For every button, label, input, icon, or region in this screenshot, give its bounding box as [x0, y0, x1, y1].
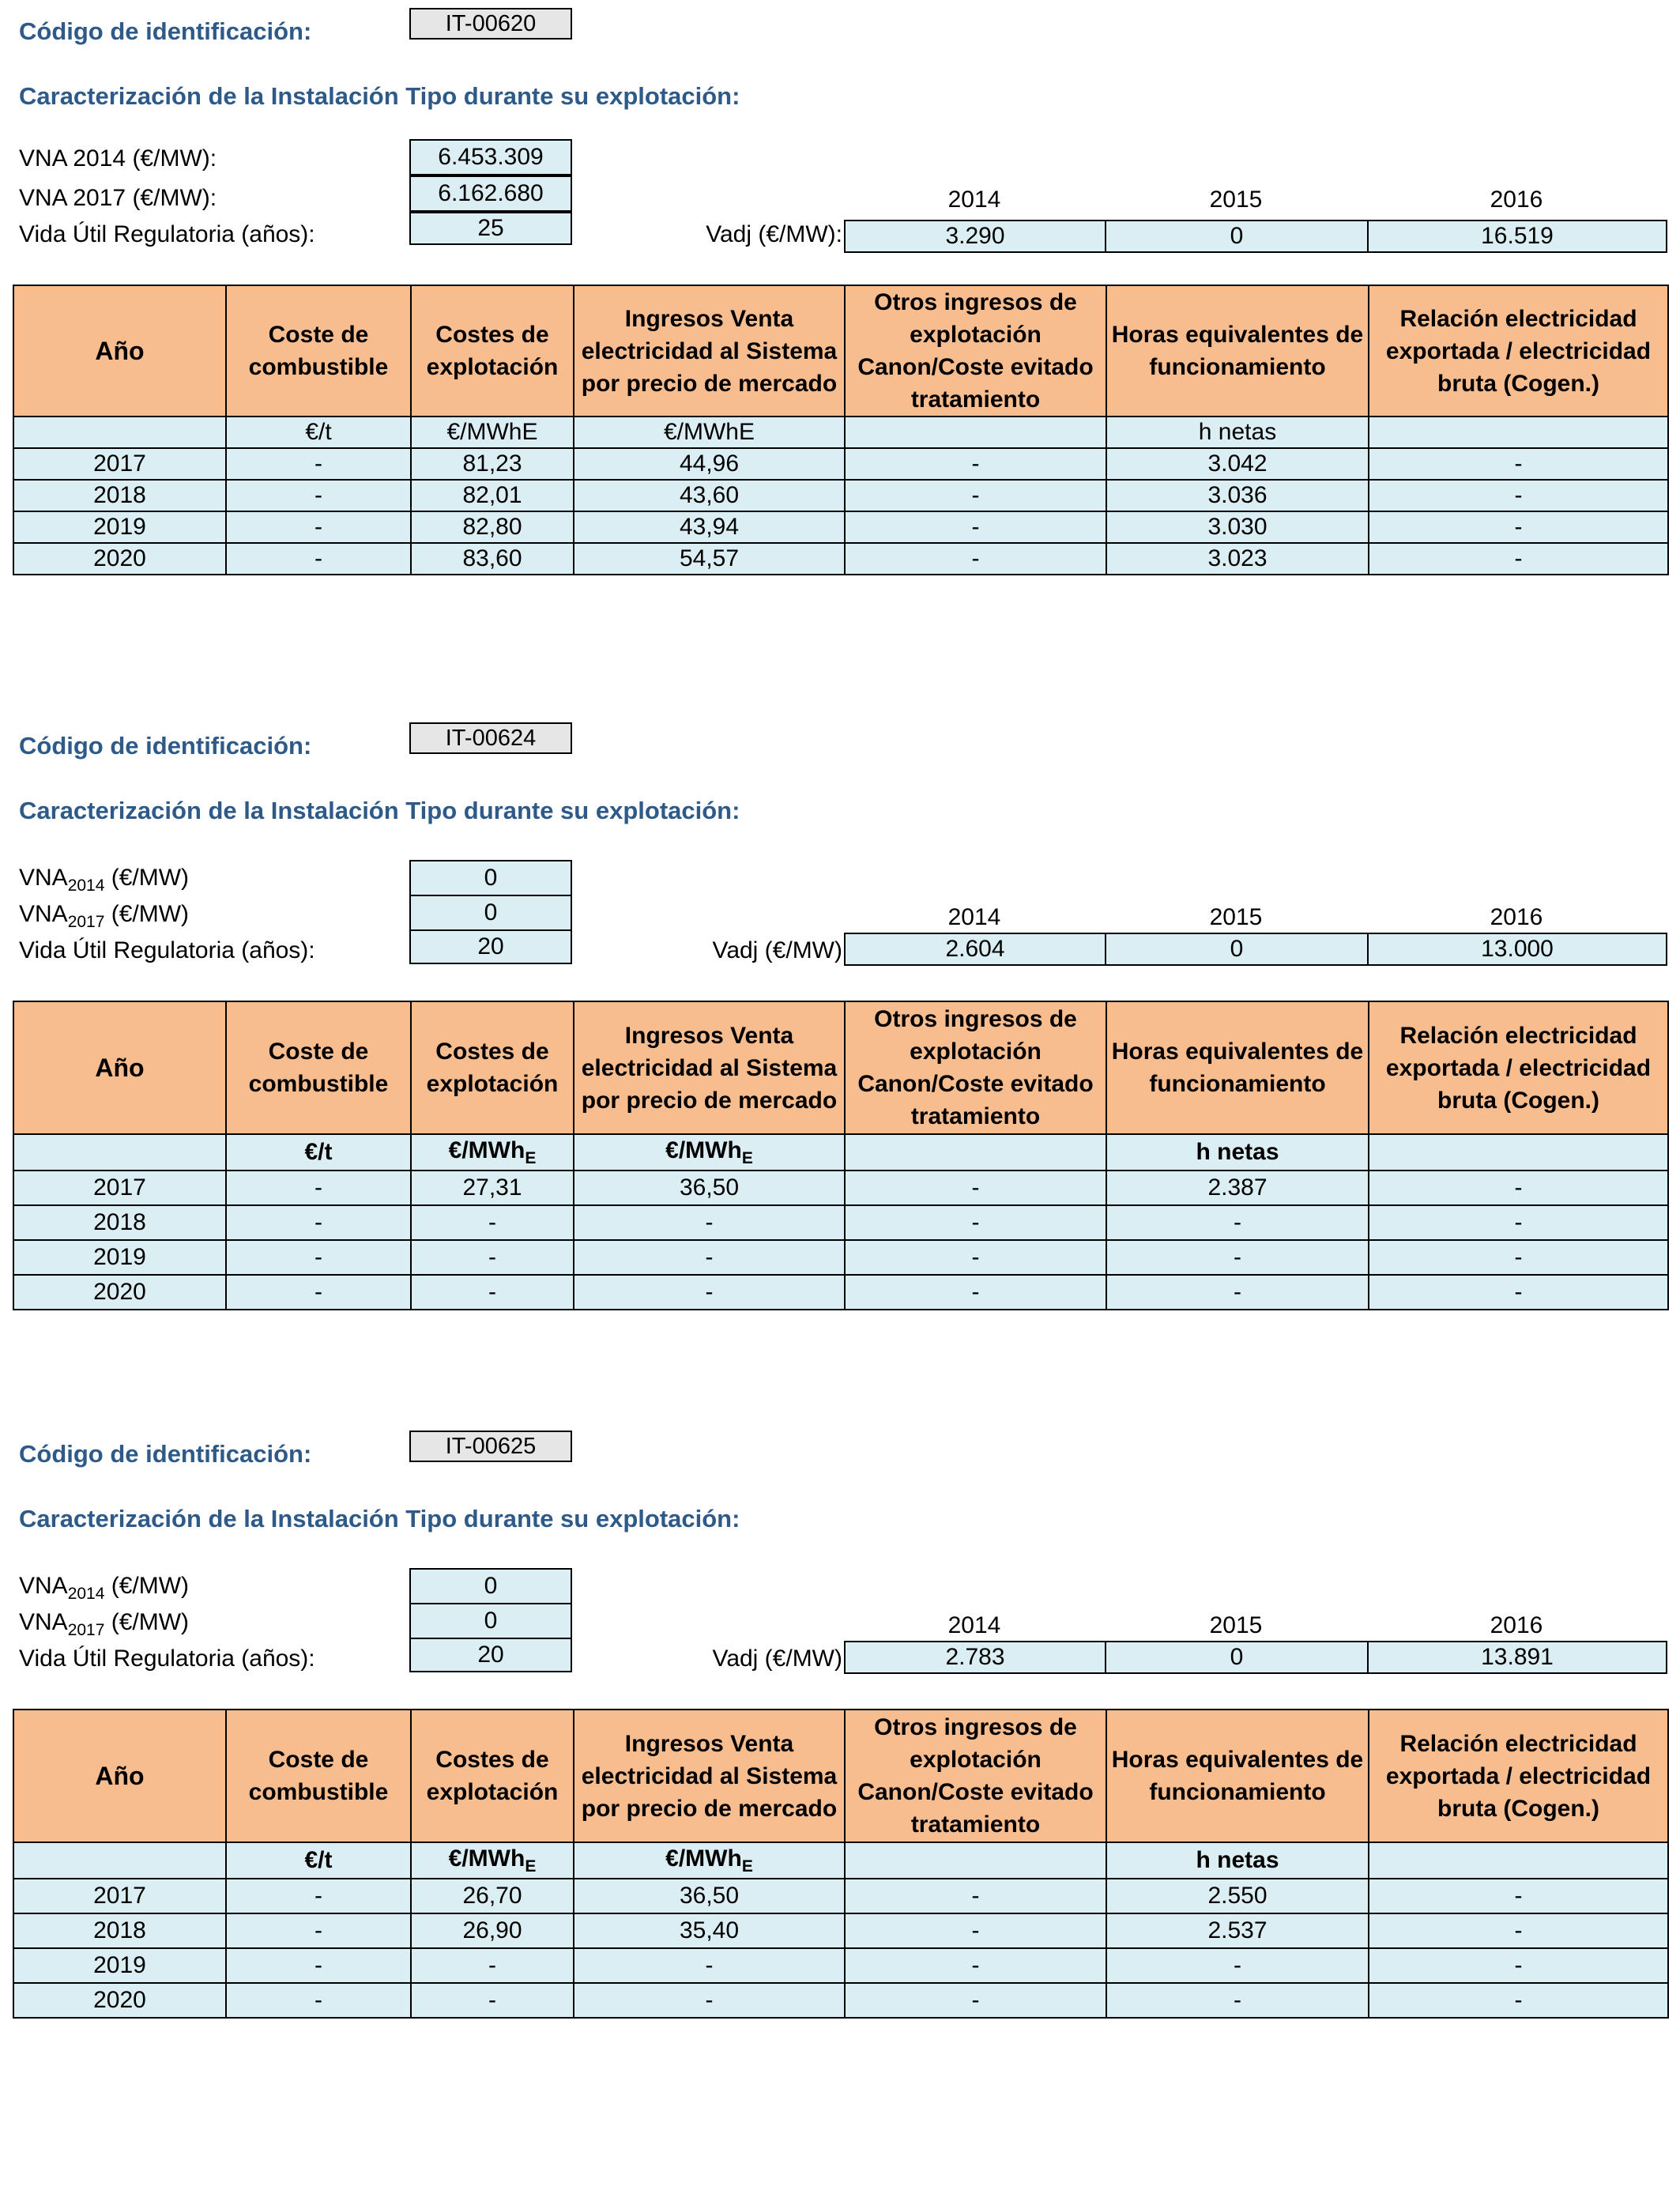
table-cell: - — [411, 1948, 574, 1983]
table-cell: - — [1369, 1983, 1668, 2018]
table-cell: - — [845, 1171, 1106, 1205]
unit-cell: €/t — [226, 1134, 411, 1171]
code-label: Código de identificación: — [19, 1440, 312, 1468]
table-cell: 44,96 — [574, 448, 845, 480]
table-cell: - — [226, 511, 411, 543]
table-row — [13, 1913, 1668, 1948]
operation-table — [13, 285, 1669, 575]
vadj-value-2015: 0 — [1105, 1641, 1369, 1674]
unit-cell — [13, 417, 226, 448]
unit-cell: €/t — [226, 1842, 411, 1879]
table-cell: - — [1369, 1879, 1668, 1913]
table-cell: 2018 — [13, 1913, 226, 1948]
vna-2014-value: 0 — [409, 1568, 572, 1604]
table-row — [13, 1275, 1668, 1310]
table-cell: 43,94 — [574, 511, 845, 543]
vna-2014-label: $VNA_{2014}$ (€/MW) — [19, 1573, 190, 1603]
table-row — [13, 543, 1668, 575]
table-cell: - — [1106, 1240, 1369, 1275]
vadj-label: Vadj (€/MW) — [712, 937, 842, 963]
unit-cell — [1369, 1134, 1668, 1171]
table-cell: 2020 — [13, 1983, 226, 2018]
table-row — [13, 1879, 1668, 1913]
header-ingresos-venta: Ingresos Venta electricidad al Sistema por precio de mercado — [574, 1001, 845, 1134]
vadj-value-2015: 0 — [1105, 933, 1369, 966]
header-horas-equivalentes: Horas equivalentes de funcionamiento — [1106, 1710, 1369, 1842]
header-otros-ingresos: Otros ingresos de explotación Canon/Coste evitado tratamiento — [845, 1001, 1106, 1134]
unit-cell: €/MWh$_E$ — [574, 1842, 845, 1879]
vadj-value-2014: 2.783 — [844, 1641, 1106, 1674]
header-ano: Año — [13, 1710, 226, 1842]
table-cell: - — [1369, 1948, 1668, 1983]
header-horas-equivalentes: Horas equivalentes de funcionamiento — [1106, 285, 1369, 417]
unit-cell: €/MWh$_E$ — [411, 1134, 574, 1171]
table-cell: 43,60 — [574, 480, 845, 511]
table-cell: - — [845, 1240, 1106, 1275]
vida-util-label: Vida Útil Regulatoria (años): — [19, 221, 315, 247]
table-cell: - — [845, 511, 1106, 543]
table-cell: - — [411, 1275, 574, 1310]
unit-cell — [845, 1134, 1106, 1171]
installation-block-3 — [0, 1434, 1680, 2104]
installation-code: IT-00625 — [409, 1431, 572, 1462]
header-otros-ingresos: Otros ingresos de explotación Canon/Coste evitado tratamiento — [845, 1710, 1106, 1842]
header-ingresos-venta: Ingresos Venta electricidad al Sistema por precio de mercado — [574, 1710, 845, 1842]
header-costes-explotacion: Costes de explotación — [411, 285, 574, 417]
vadj-year-2015: 2015 — [1209, 1612, 1263, 1638]
table-cell: 54,57 — [574, 543, 845, 575]
header-relacion-electricidad: Relación electricidad exportada / electricidad bruta (Cogen.) — [1369, 1001, 1668, 1134]
header-otros-ingresos: Otros ingresos de explotación Canon/Coste evitado tratamiento — [845, 285, 1106, 417]
table-cell: 2017 — [13, 1879, 226, 1913]
table-cell: 36,50 — [574, 1879, 845, 1913]
vida-util-label: Vida Útil Regulatoria (años): — [19, 937, 315, 963]
table-cell: - — [1106, 1983, 1369, 2018]
table-cell: 26,70 — [411, 1879, 574, 1913]
vadj-value-2014: 2.604 — [844, 933, 1106, 966]
header-coste-combustible: Coste de combustible — [226, 285, 411, 417]
table-cell: - — [845, 448, 1106, 480]
table-cell: - — [574, 1983, 845, 2018]
table-cell: 83,60 — [411, 543, 574, 575]
table-cell: - — [411, 1240, 574, 1275]
table-cell: - — [226, 448, 411, 480]
table-cell: - — [1106, 1205, 1369, 1240]
table-row — [13, 1240, 1668, 1275]
installation-code: IT-00624 — [409, 722, 572, 754]
vadj-year-2014: 2014 — [947, 187, 1001, 213]
header-relacion-electricidad: Relación electricidad exportada / electricidad bruta (Cogen.) — [1369, 1710, 1668, 1842]
vadj-value-2016: 13.000 — [1367, 933, 1667, 966]
table-cell: - — [1369, 543, 1668, 575]
units-row — [13, 417, 1668, 448]
unit-cell: h netas — [1106, 1842, 1369, 1879]
operation-table — [13, 1001, 1669, 1310]
table-cell: 2019 — [13, 1240, 226, 1275]
vadj-label: Vadj (€/MW): — [706, 221, 842, 247]
header-coste-combustible: Coste de combustible — [226, 1001, 411, 1134]
table-cell: - — [845, 1948, 1106, 1983]
table-cell: - — [226, 1205, 411, 1240]
table-cell: - — [845, 1913, 1106, 1948]
code-label: Código de identificación: — [19, 17, 312, 45]
vadj-year-2016: 2016 — [1490, 1612, 1543, 1638]
table-cell: 2018 — [13, 480, 226, 511]
table-cell: - — [845, 543, 1106, 575]
unit-cell: €/t — [226, 417, 411, 448]
unit-cell — [845, 417, 1106, 448]
vna-2017-label: $VNA_{2017}$ (€/MW) — [19, 1609, 190, 1639]
table-row — [13, 1171, 1668, 1205]
table-cell: 2019 — [13, 511, 226, 543]
installation-block-1 — [0, 11, 1680, 681]
table-cell: 3.030 — [1106, 511, 1369, 543]
table-cell: - — [845, 1879, 1106, 1913]
table-cell: 81,23 — [411, 448, 574, 480]
vida-util-value: 25 — [409, 212, 572, 245]
table-cell: - — [845, 1275, 1106, 1310]
header-ano: Año — [13, 1001, 226, 1134]
vna-2014-value: 0 — [409, 860, 572, 896]
table-cell: - — [1369, 480, 1668, 511]
table-cell: 27,31 — [411, 1171, 574, 1205]
installation-block-2 — [0, 726, 1680, 1396]
header-costes-explotacion: Costes de explotación — [411, 1001, 574, 1134]
vida-util-value: 20 — [409, 1638, 572, 1672]
table-cell: 36,50 — [574, 1171, 845, 1205]
vna-2014-label: VNA 2014 (€/MW): — [19, 145, 217, 172]
table-cell: 3.042 — [1106, 448, 1369, 480]
vna-2017-label: $VNA_{2017}$ (€/MW) — [19, 901, 190, 931]
unit-cell: €/MWhE — [411, 417, 574, 448]
vadj-value-2015: 0 — [1105, 220, 1369, 253]
table-cell: - — [845, 1205, 1106, 1240]
table-cell: - — [226, 1913, 411, 1948]
table-cell: - — [226, 1983, 411, 2018]
vna-2017-value: 0 — [409, 1603, 572, 1639]
table-cell: - — [845, 1983, 1106, 2018]
table-cell: - — [226, 1948, 411, 1983]
table-cell: - — [226, 1171, 411, 1205]
section-subtitle: Caracterización de la Instalación Tipo durante su explotación: — [19, 1505, 740, 1532]
vna-2017-value: 0 — [409, 895, 572, 931]
table-cell: - — [574, 1275, 845, 1310]
table-row — [13, 511, 1668, 543]
section-subtitle: Caracterización de la Instalación Tipo durante su explotación: — [19, 797, 740, 824]
table-cell: - — [1106, 1948, 1369, 1983]
vna-2017-value: 6.162.680 — [409, 175, 572, 212]
vna-2014-value: 6.453.309 — [409, 139, 572, 175]
table-cell: 3.036 — [1106, 480, 1369, 511]
table-cell: - — [226, 1275, 411, 1310]
units-row — [13, 1134, 1668, 1171]
table-row — [13, 448, 1668, 480]
table-cell: - — [1369, 448, 1668, 480]
table-cell: - — [1369, 1275, 1668, 1310]
table-cell: - — [574, 1948, 845, 1983]
unit-cell — [13, 1134, 226, 1171]
code-label: Código de identificación: — [19, 732, 312, 760]
table-cell: - — [574, 1240, 845, 1275]
unit-cell — [1369, 417, 1668, 448]
table-cell: 2.550 — [1106, 1879, 1369, 1913]
unit-cell: €/MWhE — [574, 417, 845, 448]
header-relacion-electricidad: Relación electricidad exportada / electricidad bruta (Cogen.) — [1369, 285, 1668, 417]
unit-cell — [845, 1842, 1106, 1879]
table-cell: - — [1369, 511, 1668, 543]
vadj-year-2016: 2016 — [1490, 904, 1543, 930]
table-cell: 2017 — [13, 448, 226, 480]
table-cell: 35,40 — [574, 1913, 845, 1948]
table-cell: 2017 — [13, 1171, 226, 1205]
unit-cell: h netas — [1106, 1134, 1369, 1171]
vadj-year-2014: 2014 — [947, 904, 1001, 930]
table-row — [13, 1983, 1668, 2018]
operation-table — [13, 1709, 1669, 2019]
vida-util-value: 20 — [409, 929, 572, 964]
table-cell: - — [1369, 1171, 1668, 1205]
vadj-year-2014: 2014 — [947, 1612, 1001, 1638]
table-cell: - — [411, 1205, 574, 1240]
table-cell: 2020 — [13, 1275, 226, 1310]
table-cell: 82,01 — [411, 480, 574, 511]
vadj-year-2016: 2016 — [1490, 187, 1543, 213]
table-cell: 2020 — [13, 543, 226, 575]
vadj-label: Vadj (€/MW) — [712, 1646, 842, 1672]
table-row — [13, 480, 1668, 511]
table-cell: - — [226, 1240, 411, 1275]
table-cell: - — [226, 543, 411, 575]
section-subtitle: Caracterización de la Instalación Tipo durante su explotación: — [19, 82, 740, 110]
installation-code: IT-00620 — [409, 8, 572, 40]
table-row — [13, 1948, 1668, 1983]
unit-cell — [1369, 1842, 1668, 1879]
table-cell: - — [1369, 1913, 1668, 1948]
table-cell: 2019 — [13, 1948, 226, 1983]
header-coste-combustible: Coste de combustible — [226, 1710, 411, 1842]
table-cell: 82,80 — [411, 511, 574, 543]
vadj-value-2016: 16.519 — [1367, 220, 1667, 253]
vadj-value-2016: 13.891 — [1367, 1641, 1667, 1674]
header-ingresos-venta: Ingresos Venta electricidad al Sistema por precio de mercado — [574, 285, 845, 417]
table-cell: - — [1369, 1205, 1668, 1240]
table-cell: - — [1369, 1240, 1668, 1275]
table-cell: 3.023 — [1106, 543, 1369, 575]
table-cell: 26,90 — [411, 1913, 574, 1948]
vadj-value-2014: 3.290 — [844, 220, 1106, 253]
header-horas-equivalentes: Horas equivalentes de funcionamiento — [1106, 1001, 1369, 1134]
vadj-year-2015: 2015 — [1209, 904, 1263, 930]
table-cell: - — [845, 480, 1106, 511]
table-cell: 2.387 — [1106, 1171, 1369, 1205]
vadj-year-2015: 2015 — [1209, 187, 1263, 213]
header-costes-explotacion: Costes de explotación — [411, 1710, 574, 1842]
table-cell: - — [226, 1879, 411, 1913]
table-cell: - — [226, 480, 411, 511]
table-row — [13, 1205, 1668, 1240]
table-cell: - — [574, 1205, 845, 1240]
unit-cell: h netas — [1106, 417, 1369, 448]
unit-cell: €/MWh$_E$ — [411, 1842, 574, 1879]
units-row — [13, 1842, 1668, 1879]
unit-cell: €/MWh$_E$ — [574, 1134, 845, 1171]
vna-2014-label: $VNA_{2014}$ (€/MW) — [19, 865, 190, 895]
header-ano: Año — [13, 285, 226, 417]
table-cell: - — [1106, 1275, 1369, 1310]
table-cell: - — [411, 1983, 574, 2018]
table-cell: 2018 — [13, 1205, 226, 1240]
vida-util-label: Vida Útil Regulatoria (años): — [19, 1646, 315, 1672]
vna-2017-label: VNA 2017 (€/MW): — [19, 185, 217, 211]
table-cell: 2.537 — [1106, 1913, 1369, 1948]
unit-cell — [13, 1842, 226, 1879]
